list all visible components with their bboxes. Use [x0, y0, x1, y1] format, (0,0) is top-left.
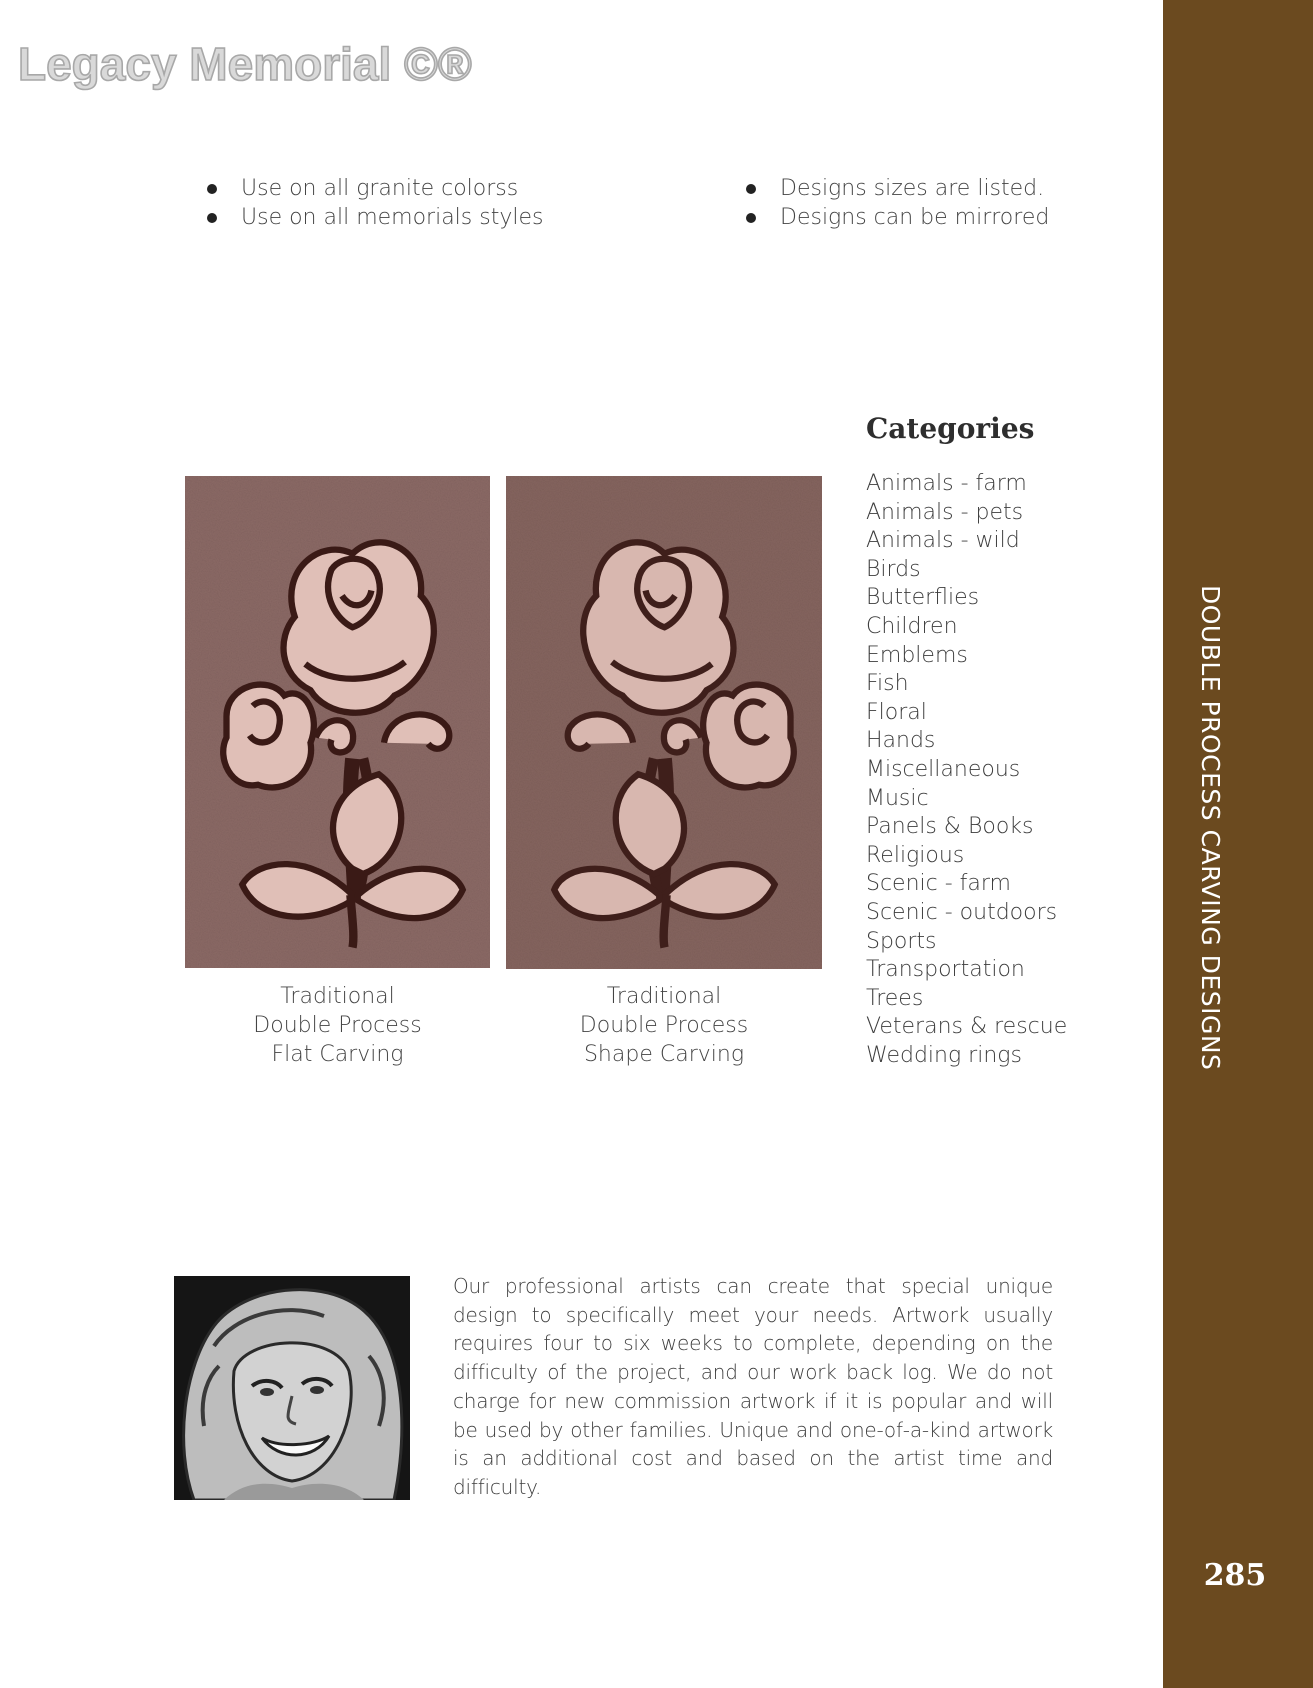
feature-list-right: [742, 174, 1049, 232]
caption-line: Double Process: [579, 1013, 749, 1038]
list-item: Designs can be mirrored: [742, 203, 1049, 232]
category-item: Miscellaneous: [866, 756, 1021, 782]
category-item: Music: [866, 785, 929, 811]
category-item: Floral: [866, 699, 927, 725]
shape-carving-caption: [506, 982, 822, 1069]
page-number: 285: [1203, 1558, 1267, 1593]
caption-line: Traditional: [606, 984, 722, 1009]
category-item: Children: [866, 613, 958, 639]
sidebar-band: [1163, 0, 1313, 1688]
category-item: Hands: [866, 728, 936, 754]
feature-list-left: [203, 174, 543, 232]
list-item: Designs sizes are listed.: [742, 174, 1049, 203]
category-item: Fish: [866, 671, 909, 697]
rose-carving-image: [506, 476, 822, 969]
category-item: Scenic - outdoors: [866, 899, 1058, 925]
categories-list: [866, 470, 1067, 1070]
section-title: DOUBLE PROCESS CARVING DESIGNS: [1196, 585, 1225, 1071]
list-item: Use on all memorials styles: [203, 203, 543, 232]
caption-line: Traditional: [280, 984, 395, 1009]
logo-text: Legacy Memorial ©®: [18, 38, 472, 90]
category-item: Wedding rings: [866, 1042, 1022, 1068]
logo: [16, 30, 576, 100]
category-item: Emblems: [866, 642, 968, 668]
portrait-etching-image: [174, 1276, 410, 1500]
caption-line: Flat Carving: [271, 1042, 404, 1067]
shape-carving-sample: [506, 476, 822, 969]
list-item: Use on all granite colorss: [203, 174, 543, 203]
category-item: Butterflies: [866, 585, 980, 611]
category-item: Transportation: [866, 957, 1025, 983]
category-item: Religious: [866, 842, 965, 868]
rose-carving-image: [185, 476, 490, 968]
custom-artwork-description: Our professional artists can create that special unique design to specifically meet your needs. Artwork usually requires four to six weeks to complete, depending on the difficulty of the project, and our work back log. We do not charge for new commission artwork if it is popular and will be used by other families. Unique and one-of-a-kind artwork is an additional cost and based on the artist time and difficulty.: [453, 1274, 1053, 1499]
category-item: Trees: [866, 985, 924, 1011]
category-item: Animals - farm: [866, 471, 1027, 496]
flat-carving-sample: [185, 476, 490, 968]
category-item: Panels & Books: [866, 814, 1034, 840]
category-item: Birds: [866, 556, 921, 582]
category-item: Sports: [866, 928, 937, 954]
category-item: Animals - wild: [866, 528, 1020, 554]
category-item: Veterans & rescue: [866, 1014, 1068, 1040]
categories-heading: Categories: [866, 412, 1035, 445]
caption-line: Shape Carving: [583, 1042, 745, 1067]
category-item: Scenic - farm: [866, 871, 1011, 897]
flat-carving-caption: [185, 982, 490, 1069]
category-item: Animals - pets: [866, 499, 1024, 525]
caption-line: Double Process: [253, 1013, 422, 1038]
